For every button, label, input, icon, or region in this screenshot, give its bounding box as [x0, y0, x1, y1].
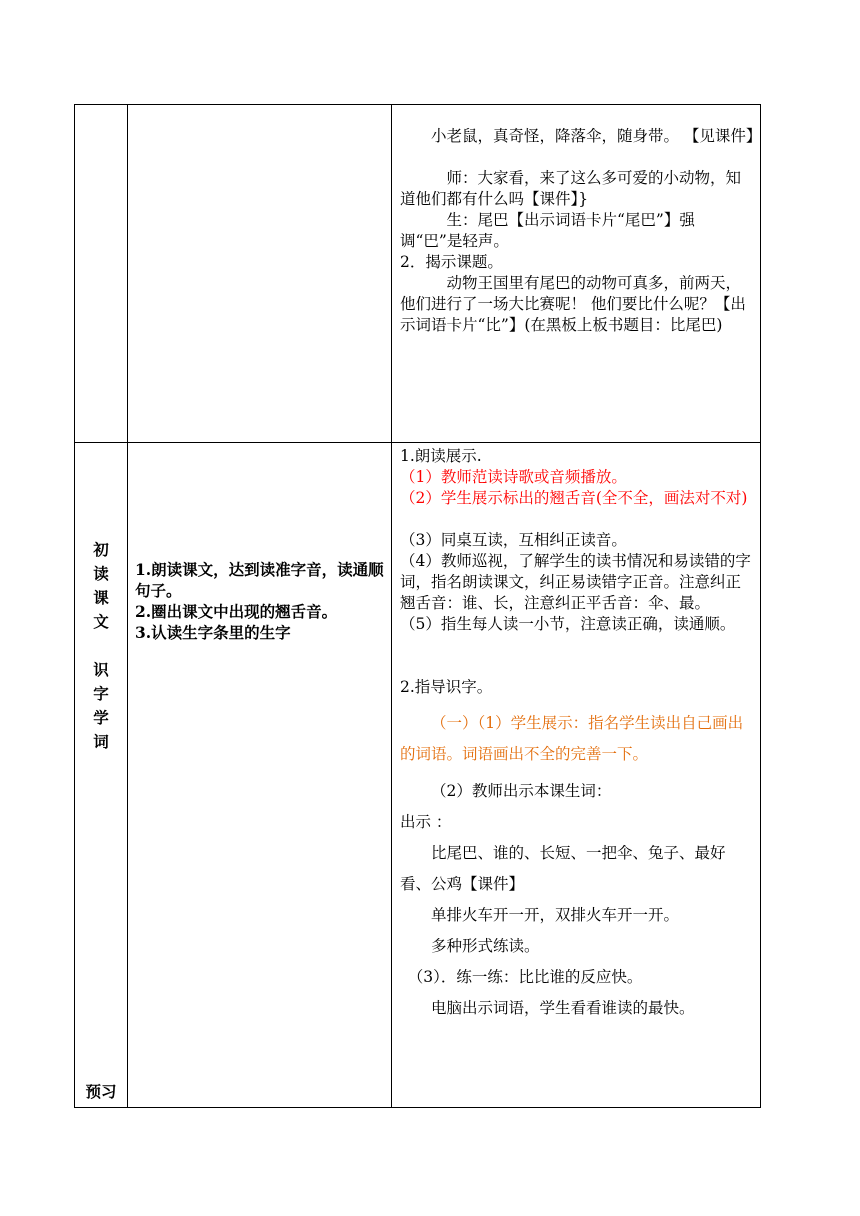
content-cell	[392, 126, 760, 336]
paragraph: 小老鼠，真奇怪，降落伞，随身带。 【见课件】	[431, 127, 762, 145]
paragraph: 单排火车开一开，双排火车开一开。	[431, 906, 680, 924]
paragraph: 出示 ：	[400, 813, 452, 831]
stage-bottom-label: 预习	[85, 1082, 117, 1101]
stage-char: 读	[93, 564, 109, 583]
stage-label	[75, 538, 127, 754]
lesson-plan-table	[74, 104, 761, 1108]
paragraph: （4）教师巡视，了解学生的读书情况和易读错的字词，指名朗读课文，纠正易读错字正音。注意纠正翘舌音：谁、长，注意纠正平舌音：伞、最。	[400, 552, 751, 612]
paragraph: （2）学生展示标出的翘舌音(全不全，画法对不对)	[400, 489, 748, 507]
table-row	[75, 105, 760, 443]
paragraph: （1）教师范读诗歌或音频播放。	[400, 468, 627, 486]
paragraph: 电脑出示词语，学生看看谁读的最快。	[431, 999, 695, 1017]
paragraph: 师：大家看，来了这么多可爱的小动物，知道他们都有什么吗【课件】}	[400, 169, 742, 208]
paragraph: （2）教师出示本课生词：	[431, 782, 612, 800]
stage-char: 学	[93, 708, 109, 727]
paragraph: （3）．练一练：比比谁的反应快。	[407, 968, 643, 986]
stage-char: 文	[93, 612, 109, 631]
stage-char: 初	[93, 540, 109, 559]
goal-item: 2.圈出课文中出现的翘舌音。	[135, 602, 338, 621]
goal-item: 1.朗读课文，达到读准字音，读通顺句子。	[135, 560, 384, 600]
paragraph: 2.指导识字。	[400, 678, 493, 696]
goal-item: 3.认读生字条里的生字	[135, 623, 291, 642]
paragraph: 1.朗读展示.	[400, 447, 482, 465]
content-cell	[392, 446, 760, 1024]
stage-char: 识	[93, 660, 109, 679]
table-row	[75, 443, 760, 1107]
paragraph: 比尾巴、谁的、长短、一把伞、兔子、最好看、公鸡【课件】	[400, 844, 726, 893]
paragraph: （一）（1）学生展示：指名学生读出自己画出的词语。词语画出不全的完善一下。	[400, 714, 744, 763]
paragraph: 生：尾巴【出示词语卡片“尾巴”】强调“巴”是轻声。	[400, 211, 695, 250]
stage-char: 词	[93, 732, 109, 751]
stage-char: 字	[93, 684, 109, 703]
paragraph: （3）同桌互读，互相纠正读音。	[400, 531, 627, 549]
goals-cell	[129, 559, 390, 643]
stage-char: 课	[93, 588, 109, 607]
paragraph: （5）指生每人读一小节，注意读正确，读通顺。	[400, 615, 736, 633]
paragraph: 2．揭示课题。	[400, 253, 503, 271]
paragraph: 多种形式练读。	[431, 937, 540, 955]
paragraph: 动物王国里有尾巴的动物可真多，前两天，他们进行了一场大比赛呢！ 他们要比什么呢？【出示词语卡片“比”】(在黑板上板书题目：比尾巴)	[400, 274, 746, 334]
